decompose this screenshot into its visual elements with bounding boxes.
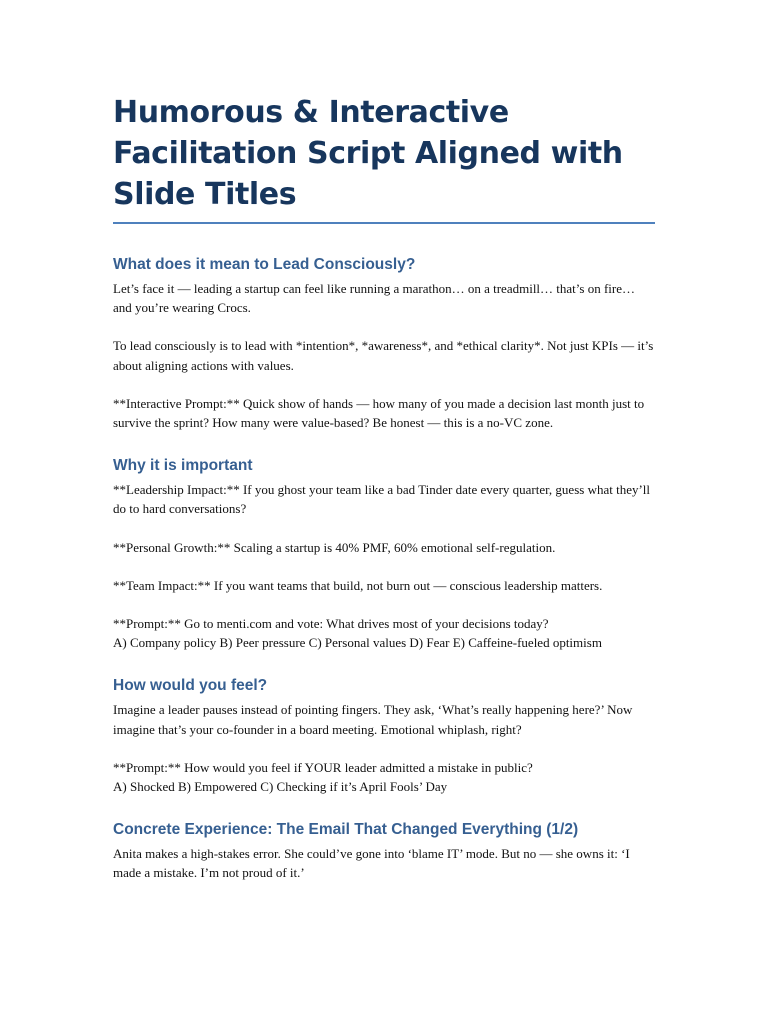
section-heading: What does it mean to Lead Consciously?	[113, 256, 416, 273]
document-page	[113, 92, 655, 883]
title-divider	[113, 222, 655, 224]
section-lead-consciously	[113, 255, 655, 432]
paragraph: Let’s face it — leading a startup can feel like running a marathon… on a treadmill… that’s on fire… and you’re wearing Crocs.	[113, 281, 635, 316]
section-why-important	[113, 456, 655, 652]
section-concrete-experience	[113, 820, 655, 882]
paragraph: **Personal Growth:** Scaling a startup is 40% PMF, 60% emotional self-regulation.	[113, 539, 556, 555]
paragraph: **Interactive Prompt:** Quick show of hands — how many of you made a decision last month just to survive the sprint? How many were value-based? Be honest — this is a no-VC zone.	[113, 395, 645, 431]
paragraph: **Prompt:** How would you feel if YOUR leader admitted a mistake in public? A) Shocked B) Empowered C) Checking if it’s April Fools’ Day	[113, 759, 533, 795]
section-heading: Why it is important	[113, 457, 253, 475]
section-how-would-you-feel	[113, 676, 655, 796]
paragraph: To lead consciously is to lead with *intention*, *awareness*, and *ethical clarity*. Not just KPIs — it’s about aligning actions with values.	[113, 338, 654, 373]
paragraph: Anita makes a high-stakes error. She could’ve gone into ‘blame IT’ mode. But no — she owns it: ‘I made a mistake. I’m not proud of it.’	[113, 846, 630, 881]
paragraph: **Prompt:** Go to menti.com and vote: What drives most of your decisions today? A) Company policy B) Peer pressure C) Personal values D) Fear E) Caffeine-fueled optimism	[113, 616, 602, 651]
paragraph: **Team Impact:** If you want teams that build, not burn out — conscious leadership matters.	[113, 577, 603, 593]
section-heading: Concrete Experience: The Email That Changed Everything (1/2)	[113, 821, 579, 839]
section-heading: How would you feel?	[113, 677, 268, 695]
document-title: Humorous & Interactive Facilitation Script Aligned with Slide Titles	[113, 95, 623, 212]
paragraph: **Leadership Impact:** If you ghost your team like a bad Tinder date every quarter, guess what they’ll do to hard conversations?	[113, 482, 651, 517]
paragraph: Imagine a leader pauses instead of pointing fingers. They ask, ‘What’s really happening here?’ Now imagine that’s your co-founder in a board meeting. Emotional whiplash, right?	[113, 702, 633, 737]
